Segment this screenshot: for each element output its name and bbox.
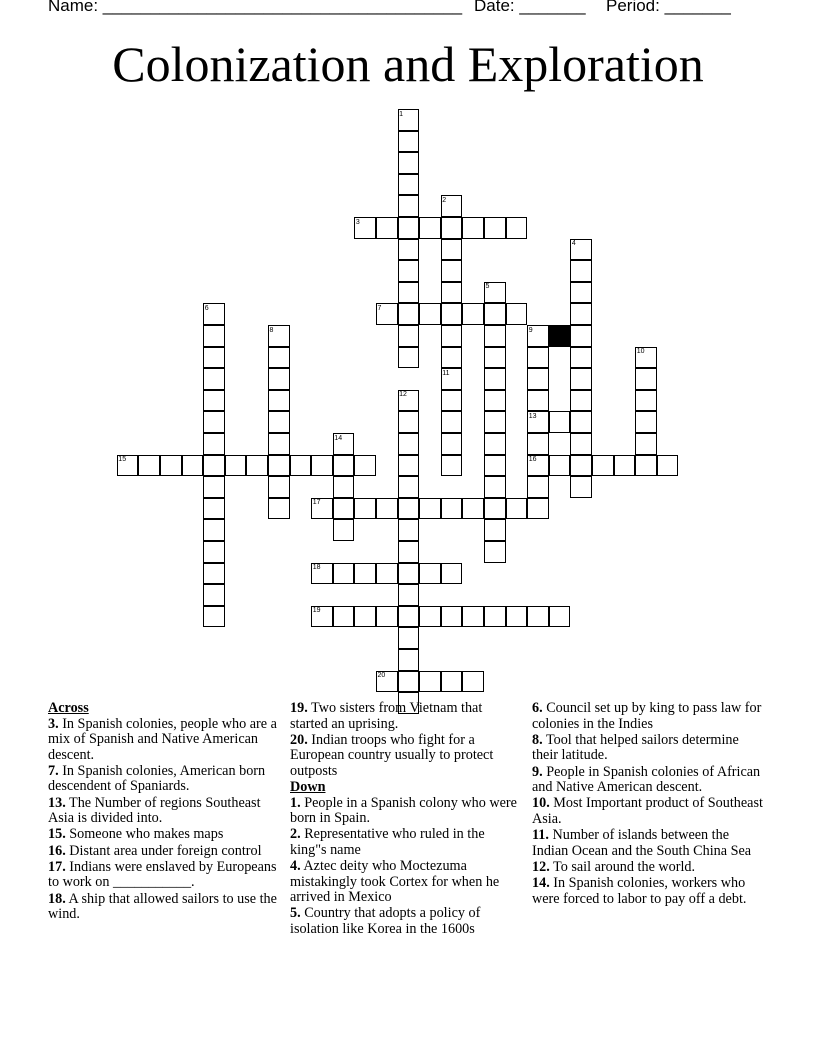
crossword-cell[interactable] xyxy=(203,563,225,585)
crossword-cell[interactable] xyxy=(506,498,528,520)
crossword-cell[interactable] xyxy=(614,455,636,477)
blocked-cell xyxy=(549,325,571,347)
crossword-cell[interactable] xyxy=(203,519,225,541)
crossword-cell[interactable] xyxy=(398,174,420,196)
clue-down-11: 11. Number of islands between the Indian Ocean and the South China Sea xyxy=(532,827,752,859)
crossword-cell[interactable] xyxy=(398,131,420,153)
crossword-cell[interactable] xyxy=(527,368,549,390)
clue-number-5: 5 xyxy=(485,283,490,291)
clue-down-4: 4. Aztec deity who Moctezuma mistakingly took Cortex for when he arrived in Mexico xyxy=(290,858,500,906)
clue-number-18: 18 xyxy=(312,564,321,572)
crossword-cell[interactable] xyxy=(441,260,463,282)
crossword-cell[interactable] xyxy=(570,390,592,412)
crossword-cell[interactable] xyxy=(484,368,506,390)
crossword-cell[interactable] xyxy=(333,476,355,498)
crossword-cell[interactable] xyxy=(484,433,506,455)
clue-number-8: 8 xyxy=(269,326,274,334)
clue-down-2: 2. Representative who ruled in the king"s name xyxy=(290,826,485,858)
crossword-cell[interactable] xyxy=(268,347,290,369)
clue-number-3: 3 xyxy=(355,218,360,226)
crossword-cell[interactable] xyxy=(398,260,420,282)
crossword-cell[interactable] xyxy=(441,239,463,261)
crossword-cell[interactable] xyxy=(268,476,290,498)
crossword-cell[interactable] xyxy=(527,390,549,412)
crossword-cell[interactable] xyxy=(419,303,441,325)
crossword-cell[interactable] xyxy=(635,455,657,477)
clues-column-2 xyxy=(290,701,522,938)
crossword-cell[interactable] xyxy=(484,390,506,412)
crossword-cell[interactable] xyxy=(527,347,549,369)
crossword-cell[interactable] xyxy=(376,563,398,585)
crossword-cell[interactable] xyxy=(398,411,420,433)
crossword-cell[interactable] xyxy=(484,519,506,541)
crossword-cell[interactable] xyxy=(398,282,420,304)
crossword-cell[interactable] xyxy=(398,671,420,693)
crossword-cell[interactable] xyxy=(441,325,463,347)
across-heading: Across xyxy=(48,700,89,716)
crossword-cell[interactable] xyxy=(225,455,247,477)
clue-number-17: 17 xyxy=(312,499,321,507)
crossword-cell[interactable] xyxy=(203,584,225,606)
clue-number-1: 1 xyxy=(399,110,403,118)
crossword-cell[interactable] xyxy=(203,433,225,455)
crossword-cell[interactable] xyxy=(419,563,441,585)
crossword-cell[interactable] xyxy=(419,217,441,239)
crossword-cell[interactable] xyxy=(398,541,420,563)
date-field-label: Date: _______ xyxy=(474,0,586,15)
crossword-cell[interactable] xyxy=(484,411,506,433)
crossword-cell[interactable] xyxy=(462,498,484,520)
crossword-cell[interactable] xyxy=(570,476,592,498)
crossword-cell[interactable] xyxy=(203,325,225,347)
clue-across-17: 17. Indians were enslaved by Europeans to work on ___________. xyxy=(48,858,277,891)
crossword-cell[interactable] xyxy=(398,649,420,671)
crossword-cell[interactable] xyxy=(398,325,420,347)
crossword-cell[interactable] xyxy=(160,455,182,477)
crossword-cell[interactable] xyxy=(441,433,463,455)
crossword-cell[interactable] xyxy=(376,606,398,628)
clue-number-13: 13 xyxy=(528,412,537,420)
crossword-cell[interactable] xyxy=(441,606,463,628)
clue-across-16: 16. Distant area under foreign control xyxy=(48,842,262,859)
crossword-cell[interactable] xyxy=(462,606,484,628)
crossword-cell[interactable] xyxy=(398,498,420,520)
crossword-cell[interactable] xyxy=(441,411,463,433)
clue-number-20: 20 xyxy=(377,672,386,680)
crossword-cell[interactable] xyxy=(570,433,592,455)
crossword-cell[interactable] xyxy=(484,455,506,477)
crossword-cell[interactable] xyxy=(268,411,290,433)
clue-across-19: 19. Two sisters from Vietnam that started an uprising. xyxy=(290,700,483,732)
crossword-cell[interactable] xyxy=(182,455,204,477)
crossword-cell[interactable] xyxy=(376,498,398,520)
crossword-cell[interactable] xyxy=(484,606,506,628)
crossword-cell[interactable] xyxy=(398,152,420,174)
crossword-cell[interactable] xyxy=(484,303,506,325)
crossword-cell[interactable] xyxy=(462,671,484,693)
clue-across-15: 15. Someone who makes maps xyxy=(48,826,224,843)
crossword-cell[interactable] xyxy=(203,390,225,412)
crossword-cell[interactable] xyxy=(506,606,528,628)
crossword-cell[interactable] xyxy=(333,563,355,585)
crossword-cell[interactable] xyxy=(570,282,592,304)
clue-down-5: 5. Country that adopts a policy of isolation like Korea in the 1600s xyxy=(290,905,481,937)
crossword-cell[interactable] xyxy=(333,498,355,520)
crossword-cell[interactable] xyxy=(570,325,592,347)
crossword-cell[interactable] xyxy=(570,368,592,390)
crossword-cell[interactable] xyxy=(268,433,290,455)
clue-number-9: 9 xyxy=(528,326,533,334)
crossword-cell[interactable] xyxy=(203,347,225,369)
crossword-cell[interactable] xyxy=(398,347,420,369)
crossword-cell[interactable] xyxy=(527,606,549,628)
crossword-cell[interactable] xyxy=(441,455,463,477)
clue-down-14: 14. In Spanish colonies, workers who were forced to labor to pay off a debt. xyxy=(532,875,747,907)
crossword-cell[interactable] xyxy=(333,606,355,628)
crossword-cell[interactable] xyxy=(484,476,506,498)
crossword-cell[interactable] xyxy=(570,455,592,477)
crossword-cell[interactable] xyxy=(570,260,592,282)
crossword-cell[interactable] xyxy=(398,455,420,477)
clue-across-18: 18. A ship that allowed sailors to use the wind. xyxy=(48,890,277,923)
crossword-cell[interactable] xyxy=(506,303,528,325)
crossword-cell[interactable] xyxy=(484,217,506,239)
crossword-cell[interactable] xyxy=(398,476,420,498)
crossword-cell[interactable] xyxy=(398,519,420,541)
crossword-cell[interactable] xyxy=(246,455,268,477)
crossword-cell[interactable] xyxy=(398,627,420,649)
period-field-label: Period: _______ xyxy=(606,0,731,15)
crossword-cell[interactable] xyxy=(203,498,225,520)
crossword-cell[interactable] xyxy=(398,563,420,585)
crossword-cell[interactable] xyxy=(592,455,614,477)
crossword-cell[interactable] xyxy=(354,563,376,585)
crossword-cell[interactable] xyxy=(441,282,463,304)
crossword-cell[interactable] xyxy=(333,519,355,541)
crossword-cell[interactable] xyxy=(462,217,484,239)
clue-number-16: 16 xyxy=(528,456,537,464)
crossword-cell[interactable] xyxy=(570,303,592,325)
crossword-cell[interactable] xyxy=(506,217,528,239)
crossword-cell[interactable] xyxy=(635,390,657,412)
clue-across-3: 3. In Spanish colonies, people who are a mix of Spanish and Native American descent. xyxy=(48,715,277,763)
crossword-cell[interactable] xyxy=(527,476,549,498)
crossword-cell[interactable] xyxy=(398,217,420,239)
clue-number-2: 2 xyxy=(442,196,447,204)
clue-number-19: 19 xyxy=(312,607,321,615)
crossword-cell[interactable] xyxy=(398,303,420,325)
crossword-cell[interactable] xyxy=(268,455,290,477)
down-heading: Down xyxy=(290,779,326,796)
crossword-cell[interactable] xyxy=(441,563,463,585)
clue-number-15: 15 xyxy=(118,456,127,464)
crossword-cell[interactable] xyxy=(635,411,657,433)
crossword-cell[interactable] xyxy=(635,368,657,390)
crossword-cell[interactable] xyxy=(203,606,225,628)
page-title: Colonization and Exploration xyxy=(112,36,704,92)
crossword-cell[interactable] xyxy=(549,606,571,628)
clue-down-9: 9. People in Spanish colonies of African and Native American descent. xyxy=(532,763,761,796)
crossword-cell[interactable] xyxy=(484,498,506,520)
crossword-cell[interactable] xyxy=(570,347,592,369)
crossword-cell[interactable] xyxy=(398,584,420,606)
clue-across-7: 7. In Spanish colonies, American born descendent of Spaniards. xyxy=(48,762,266,795)
clue-down-10: 10. Most Important product of Southeast Asia. xyxy=(532,795,763,827)
crossword-cell[interactable] xyxy=(138,455,160,477)
crossword-cell[interactable] xyxy=(419,606,441,628)
crossword-cell[interactable] xyxy=(268,498,290,520)
crossword-cell[interactable] xyxy=(290,455,312,477)
clue-down-1: 1. People in a Spanish colony who were born in Spain. xyxy=(290,794,517,827)
crossword-cell[interactable] xyxy=(462,303,484,325)
clues-column-3 xyxy=(532,701,768,908)
crossword-cell[interactable] xyxy=(333,455,355,477)
crossword-cell[interactable] xyxy=(203,455,225,477)
crossword-cell[interactable] xyxy=(549,411,571,433)
crossword-cell[interactable] xyxy=(268,390,290,412)
clue-across-13: 13. The Number of regions Southeast Asia is divided into. xyxy=(48,794,261,827)
crossword-cell[interactable] xyxy=(398,433,420,455)
crossword-cell[interactable] xyxy=(441,347,463,369)
crossword-cell[interactable] xyxy=(527,498,549,520)
crossword-cell[interactable] xyxy=(398,239,420,261)
clue-number-7: 7 xyxy=(377,304,382,312)
clue-number-6: 6 xyxy=(204,304,209,312)
crossword-cell[interactable] xyxy=(354,606,376,628)
crossword-cell[interactable] xyxy=(311,455,333,477)
crossword-cell[interactable] xyxy=(354,455,376,477)
crossword-cell[interactable] xyxy=(484,347,506,369)
crossword-cell[interactable] xyxy=(441,303,463,325)
crossword-cell[interactable] xyxy=(635,433,657,455)
crossword-cell[interactable] xyxy=(203,411,225,433)
crossword-cell[interactable] xyxy=(527,433,549,455)
crossword-cell[interactable] xyxy=(441,498,463,520)
clue-number-10: 10 xyxy=(636,348,645,356)
clue-down-8: 8. Tool that helped sailors determine their latitude. xyxy=(532,731,739,764)
crossword-cell[interactable] xyxy=(570,411,592,433)
name-field-label: Name: ______________________________________ xyxy=(48,0,463,15)
clue-down-12: 12. To sail around the world. xyxy=(532,858,696,875)
crossword-cell[interactable] xyxy=(398,195,420,217)
clue-number-11: 11 xyxy=(442,369,450,377)
crossword-cell[interactable] xyxy=(484,541,506,563)
crossword-cell[interactable] xyxy=(203,368,225,390)
crossword-cell[interactable] xyxy=(441,671,463,693)
crossword-cell[interactable] xyxy=(268,368,290,390)
clue-number-12: 12 xyxy=(399,391,407,399)
crossword-cell[interactable] xyxy=(419,671,441,693)
clue-number-4: 4 xyxy=(571,240,576,248)
crossword-cell[interactable] xyxy=(419,498,441,520)
crossword-cell[interactable] xyxy=(441,390,463,412)
crossword-cell[interactable] xyxy=(354,498,376,520)
clue-across-20: 20. Indian troops who fight for a European country usually to protect outposts xyxy=(290,731,494,779)
crossword-cell[interactable] xyxy=(549,455,571,477)
crossword-cell[interactable] xyxy=(203,476,225,498)
clue-down-6: 6. Council set up by king to pass law for colonies in the Indies xyxy=(532,700,762,732)
crossword-cell[interactable] xyxy=(376,217,398,239)
crossword-cell[interactable] xyxy=(484,325,506,347)
clue-number-14: 14 xyxy=(334,434,343,442)
crossword-cell[interactable] xyxy=(657,455,679,477)
crossword-cell[interactable] xyxy=(203,541,225,563)
clues-column-1 xyxy=(48,701,280,924)
crossword-cell[interactable] xyxy=(398,606,420,628)
crossword-cell[interactable] xyxy=(441,217,463,239)
